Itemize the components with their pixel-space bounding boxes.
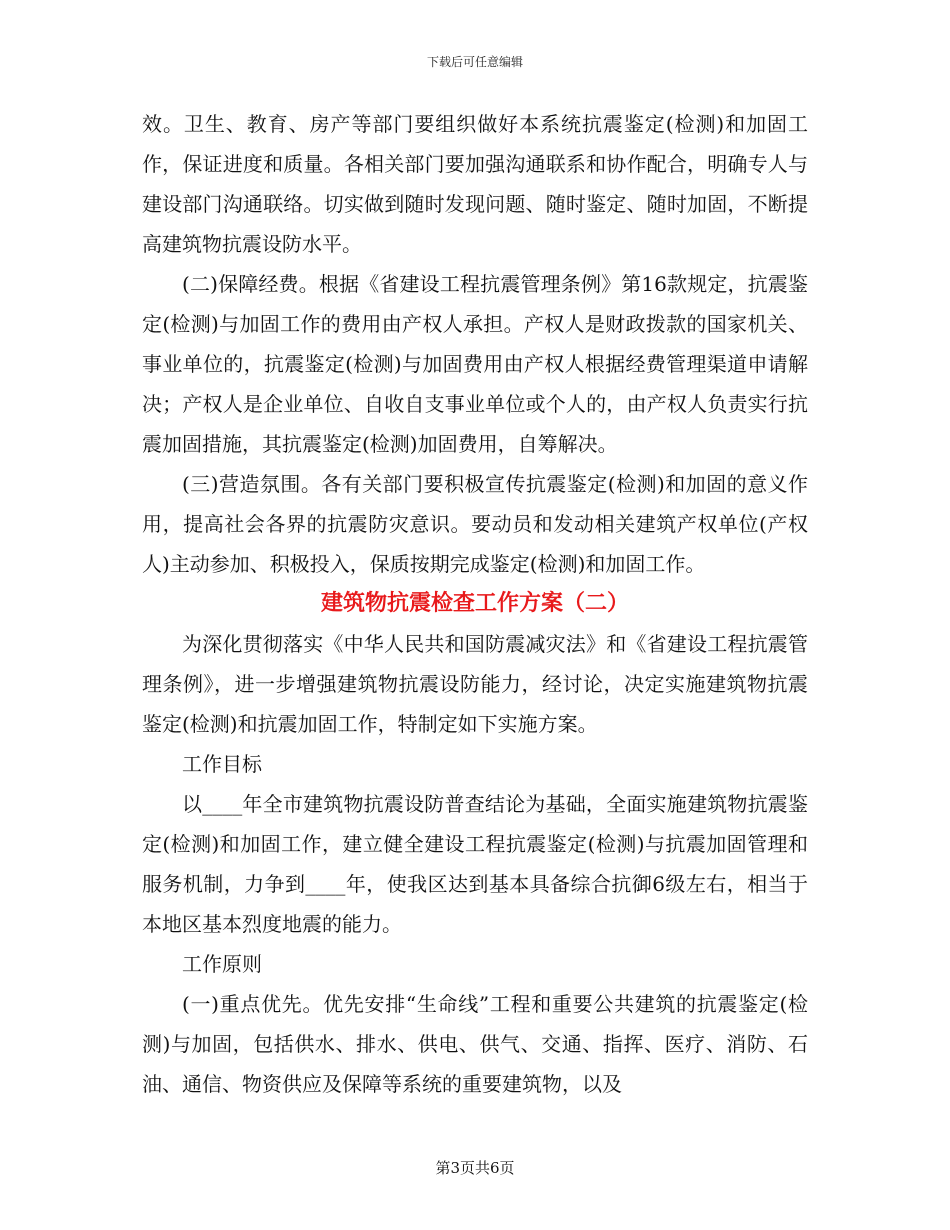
page-header: 下载后可任意编辑 (426, 55, 523, 69)
paragraph-atmosphere: (三)营造氛围。各有关部门要积极宣传抗震鉴定(检测)和加固的意义作用，提高社会各界的抗震防灾意识。要动员和发动相关建筑产权单位(产权人)主动参加、积极投入，保质按期完成鉴定(检测)和加固工作。 (142, 472, 808, 576)
paragraph-intro: 为深化贯彻落实《中华人民共和国防震减灾法》和《省建设工程抗震管理条例》，进一步增强建筑物抗震设防能力，经讨论，决定实施建筑物抗震鉴定(检测)和抗震加固工作，特制定如下实施方案。 (142, 632, 808, 736)
section-title: 建筑物抗震检查工作方案（二） (320, 591, 629, 616)
heading-work-goal: 工作目标 (182, 752, 262, 776)
paragraph-priority: (一)重点优先。优先安排“生命线”工程和重要公共建筑的抗震鉴定(检测)与加固，包括供水、排水、供电、供气、交通、指挥、医疗、消防、石油、通信、物资供应及保障等系统的重要建筑物，以及 (142, 992, 808, 1096)
paragraph-work-goal: 以____年全市建筑物抗震设防普查结论为基础，全面实施建筑物抗震鉴定(检测)和加固工作，建立健全建设工程抗震鉴定(检测)与抗震加固管理和服务机制，力争到____年，使我区达到基本具备综合抗御6级左右，相当于本地区基本烈度地震的能力。 (142, 792, 808, 936)
paragraph-continuation: 效。卫生、教育、房产等部门要组织做好本系统抗震鉴定(检测)和加固工作，保证进度和质量。各相关部门要加强沟通联系和协作配合，明确专人与建设部门沟通联络。切实做到随时发现问题、随时鉴定、随时加固，不断提高建筑物抗震设防水平。 (142, 112, 808, 256)
paragraph-funding: (二)保障经费。根据《省建设工程抗震管理条例》第16款规定，抗震鉴定(检测)与加固工作的费用由产权人承担。产权人是财政拨款的国家机关、事业单位的，抗震鉴定(检测)与加固费用由产权人根据经费管理渠道申请解决；产权人是企业单位、自收自支事业单位或个人的，由产权人负责实行抗震加固措施，其抗震鉴定(检测)加固费用，自筹解决。 (142, 272, 808, 456)
heading-work-principle: 工作原则 (182, 952, 262, 976)
document-body (142, 104, 808, 1104)
page-number: 第3页共6页 (435, 1159, 515, 1177)
